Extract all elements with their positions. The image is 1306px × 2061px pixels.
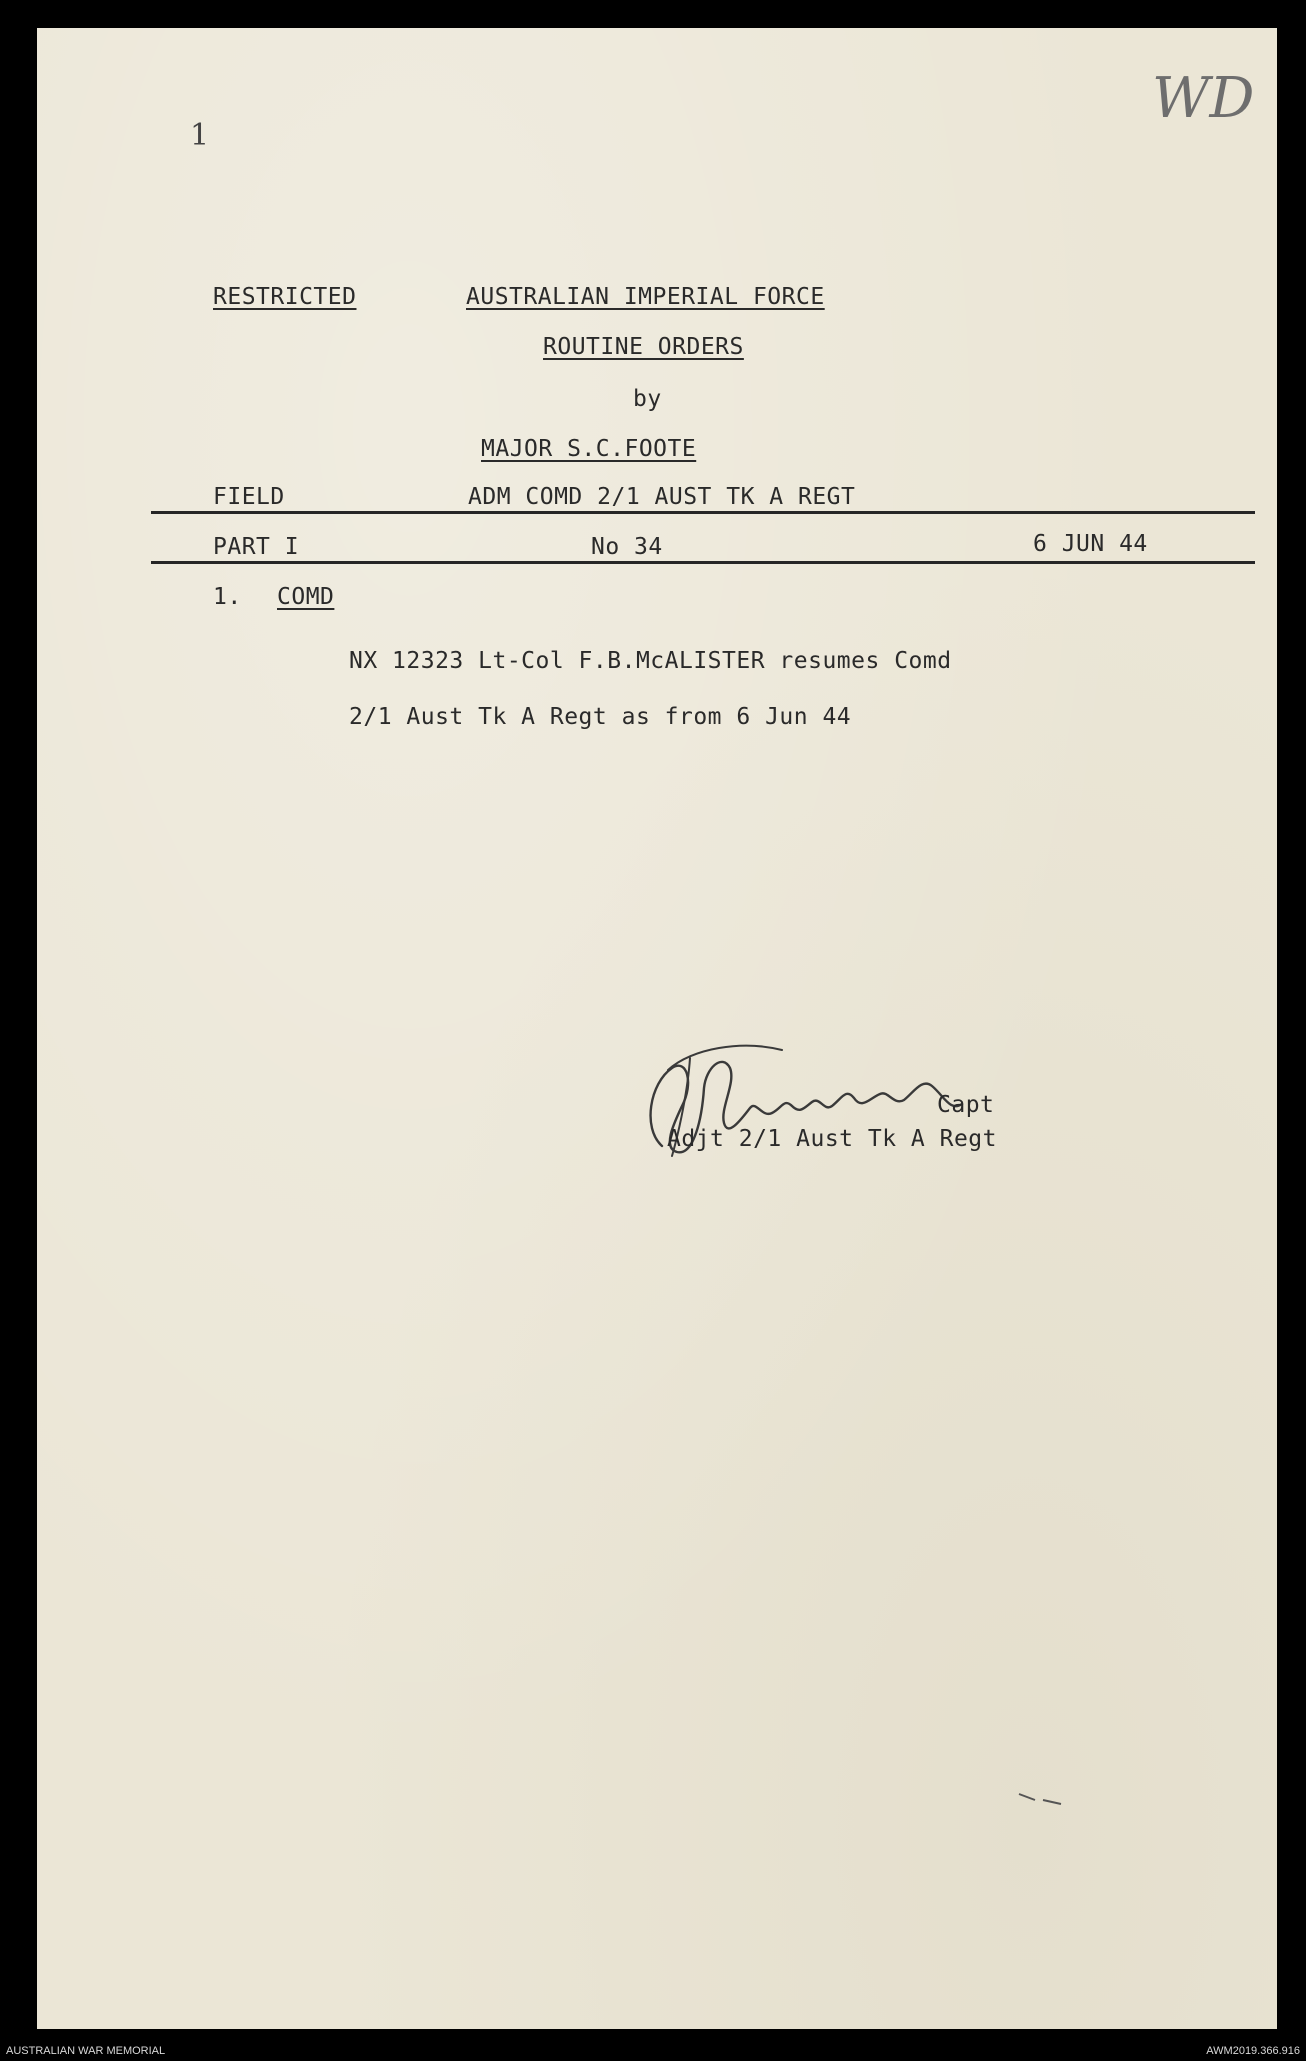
force-title: AUSTRALIAN IMPERIAL FORCE: [466, 284, 825, 310]
order-number: No 34: [591, 534, 663, 560]
header-rule: [151, 511, 1255, 514]
issuing-officer: MAJOR S.C.FOOTE: [481, 436, 697, 462]
faint-mark: [1017, 1790, 1077, 1810]
signatory-appointment: Adjt 2/1 Aust Tk A Regt: [667, 1126, 997, 1152]
order-item-heading: COMD: [277, 584, 335, 610]
part-label: PART I: [213, 534, 300, 560]
orders-title: ROUTINE ORDERS: [543, 334, 744, 360]
order-item-line: NX 12323 Lt-Col F.B.McALISTER resumes Comd: [349, 648, 952, 674]
pencil-annotation: WD: [1152, 66, 1255, 131]
location-label: FIELD: [213, 484, 285, 510]
margin-mark: 1: [190, 118, 210, 153]
document-page: [37, 28, 1277, 2029]
order-item-number: 1.: [213, 584, 242, 610]
footer-reference: AWM2019.366.916: [1206, 2045, 1300, 2057]
footer-institution: AUSTRALIAN WAR MEMORIAL: [6, 2045, 166, 2057]
classification-label: RESTRICTED: [213, 284, 357, 310]
part-rule: [151, 561, 1255, 564]
signatory-rank: Capt: [937, 1092, 995, 1118]
order-item-line: 2/1 Aust Tk A Regt as from 6 Jun 44: [349, 704, 852, 730]
order-date: 6 JUN 44: [1033, 531, 1148, 557]
by-label: by: [633, 386, 662, 412]
unit-title: ADM COMD 2/1 AUST TK A REGT: [468, 484, 856, 510]
